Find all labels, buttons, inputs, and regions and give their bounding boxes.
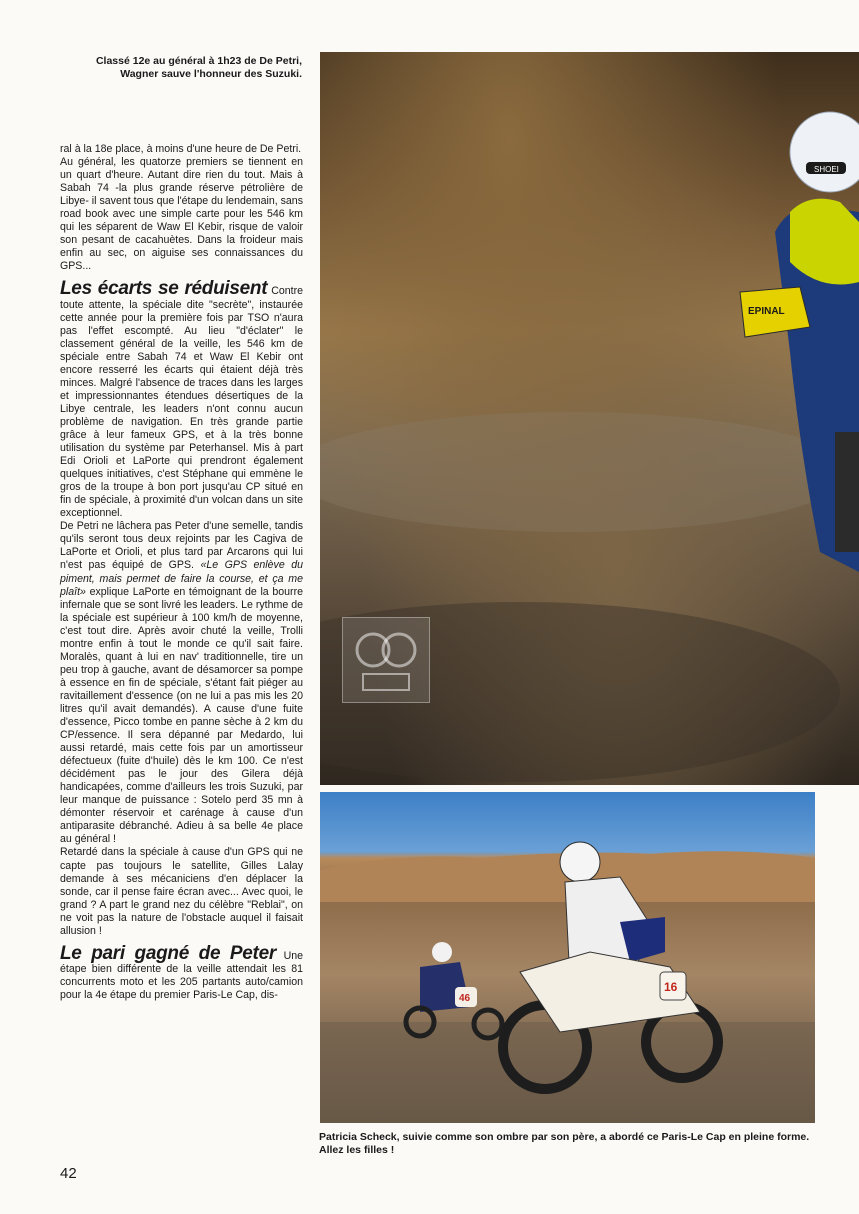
photo-caption-bottom: Patricia Scheck, suivie comme son ombre par son père, a abordé ce Paris-Le Cap en pleine forme. Allez les filles ! [319,1131,810,1156]
laporte-quote: «Le GPS enlève du piment, mais permet de faire la course, et ça me plaît» [60,559,303,598]
section-pari [60,942,304,1002]
section-heading-ecarts: Les écarts se réduisent [60,278,268,300]
front-plate-number: 16 [664,980,678,994]
paragraph-5: Retardé dans la spéciale à cause d'un GPS qui ne capte pas toujours le satellite, Gilles Lalay demande à ses mécaniciens d'en déplacer la sonde, car il pense faire écran avec... Avec quoi, le grand ? A part le grand nez du célèbre "Reblai", on ne voit pas la nature de l'obstacle auquel il faisait allusion ! [60,846,303,937]
helmet-brand: SHOEI [814,165,839,174]
photo-bottom-illustration [320,792,815,1123]
section-text-pari: Une étape bien différente de la veille attendait les 81 concurrents moto et les 205 partants auto/camion pour la 4e étape du premier Paris-Le Cap, dis- [60,949,304,1001]
photo-caption-top [62,55,302,81]
paragraph-4 [60,520,303,846]
helmet-icon [790,112,859,192]
paragraph-4-b: explique LaPorte en témoignant de la bourre infernale que se sont livré les leaders. Le rythme de la spéciale est supérieur à 100 km/h de moyenne, c'est tout dire. Après avoir chuté la veille, Trolli montre enfin à tout le monde ce qu'il sait faire. Moralès, quant à lui en nav' traditionnelle, tire un peu trop à gauche, avant de désamorcer sa pompe à essence en fin de spéciale, s'étant fait piéger au ravitaillement d'essence (on ne lui a pas mis les 20 litres qu'il avait demandés). A cause d'une fuite d'essence, Picco tombe en panne sèche à 2 km du CP/essence. Il sera dépanné par Medardo, lui aussi retardé, mais cette fois par un amortisseur défectueux (fuite d'huile) dès le km 100. Ce n'est décidément pas le jour des Gilera déjà handicapées, comme d'ailleurs les trois Suzuki, par leur manque de puissance : Sotelo perd 35 mn à démonter réservoir et carénage à cause d'un antiparasite débranché. Adieu à sa belle 4e place au général ! [60,585,303,846]
photo-two-riders [320,792,815,1123]
article-column [60,143,303,1002]
dust-band [320,412,850,532]
watermark-mark [343,618,429,702]
paragraph-4-a: De Petri ne lâchera pas Peter d'une semelle, tandis qu'ils seront tous deux rejoints par les Cagiva de LaPorte et Orioli, et plus tard par Arcarons qui lui n'est pas équipé de GPS. [60,520,303,572]
watermark-logo [342,617,430,703]
section-text-ecarts: Contre toute attente, la spéciale dite "secrète", instaurée cette année pour la première fois par TSO n'aura pas l'effet escompté. Au lieu "d'éclater" le classement général de la veille, les 546 km de spéciale entre Sabah 74 et Waw El Kebir ont encore resserré les écarts qui étaient déjà très minces. Malgré l'absence de traces dans les larges et impressionnantes étendues désertiques de la Libye centrale, les leaders n'ont connu aucun problème de navigation. En très grande partie grâce à leur fameux GPS, et à la très bonne utilisation du système par Peterhansel. Mis à part Edi Orioli et LaPorte qui prendront également quelques initiatives, c'est Stéphane qui emmène le gros de la troupe à bon port jusqu'au CP situé en fin de spéciale, à proximité d'un volcan dans un site exceptionnel. [60,285,303,520]
rear-rider-helmet-icon [432,942,452,962]
page-number: 42 [60,1165,77,1182]
section-heading-pari: Le pari gagné de Peter [60,942,276,964]
section-ecarts [60,278,303,520]
caption-line-2: Wagner sauve l'honneur des Suzuki. [120,68,302,80]
fairing-sponsor: EPINAL [748,306,785,317]
front-wheel-edge [835,432,859,552]
paragraph-2: Au général, les quatorze premiers se tiennent en un quart d'heure. Autant dire rien du tout. Mais à Sabah 74 -la plus grande réserve pétrolière de Libye- il savent tous que l'étape du lendemain, sans road book avec une simple carte pour les 546 km qui les séparent de Waw El Kebir, risque de valoir son pesant de cacahuètes. Dans la froideur mais enfin au sec, on aiguise ses connaissances du GPS... [60,156,303,273]
caption-line-1: Classé 12e au général à 1h23 de De Petri, [95,55,302,67]
gravel-ground [320,1022,815,1123]
front-rider-helmet-icon [560,842,600,882]
paragraph-1: ral à la 18e place, à moins d'une heure de De Petri. [60,143,302,155]
rear-plate-number: 46 [459,993,471,1004]
watermark-box [363,674,409,690]
